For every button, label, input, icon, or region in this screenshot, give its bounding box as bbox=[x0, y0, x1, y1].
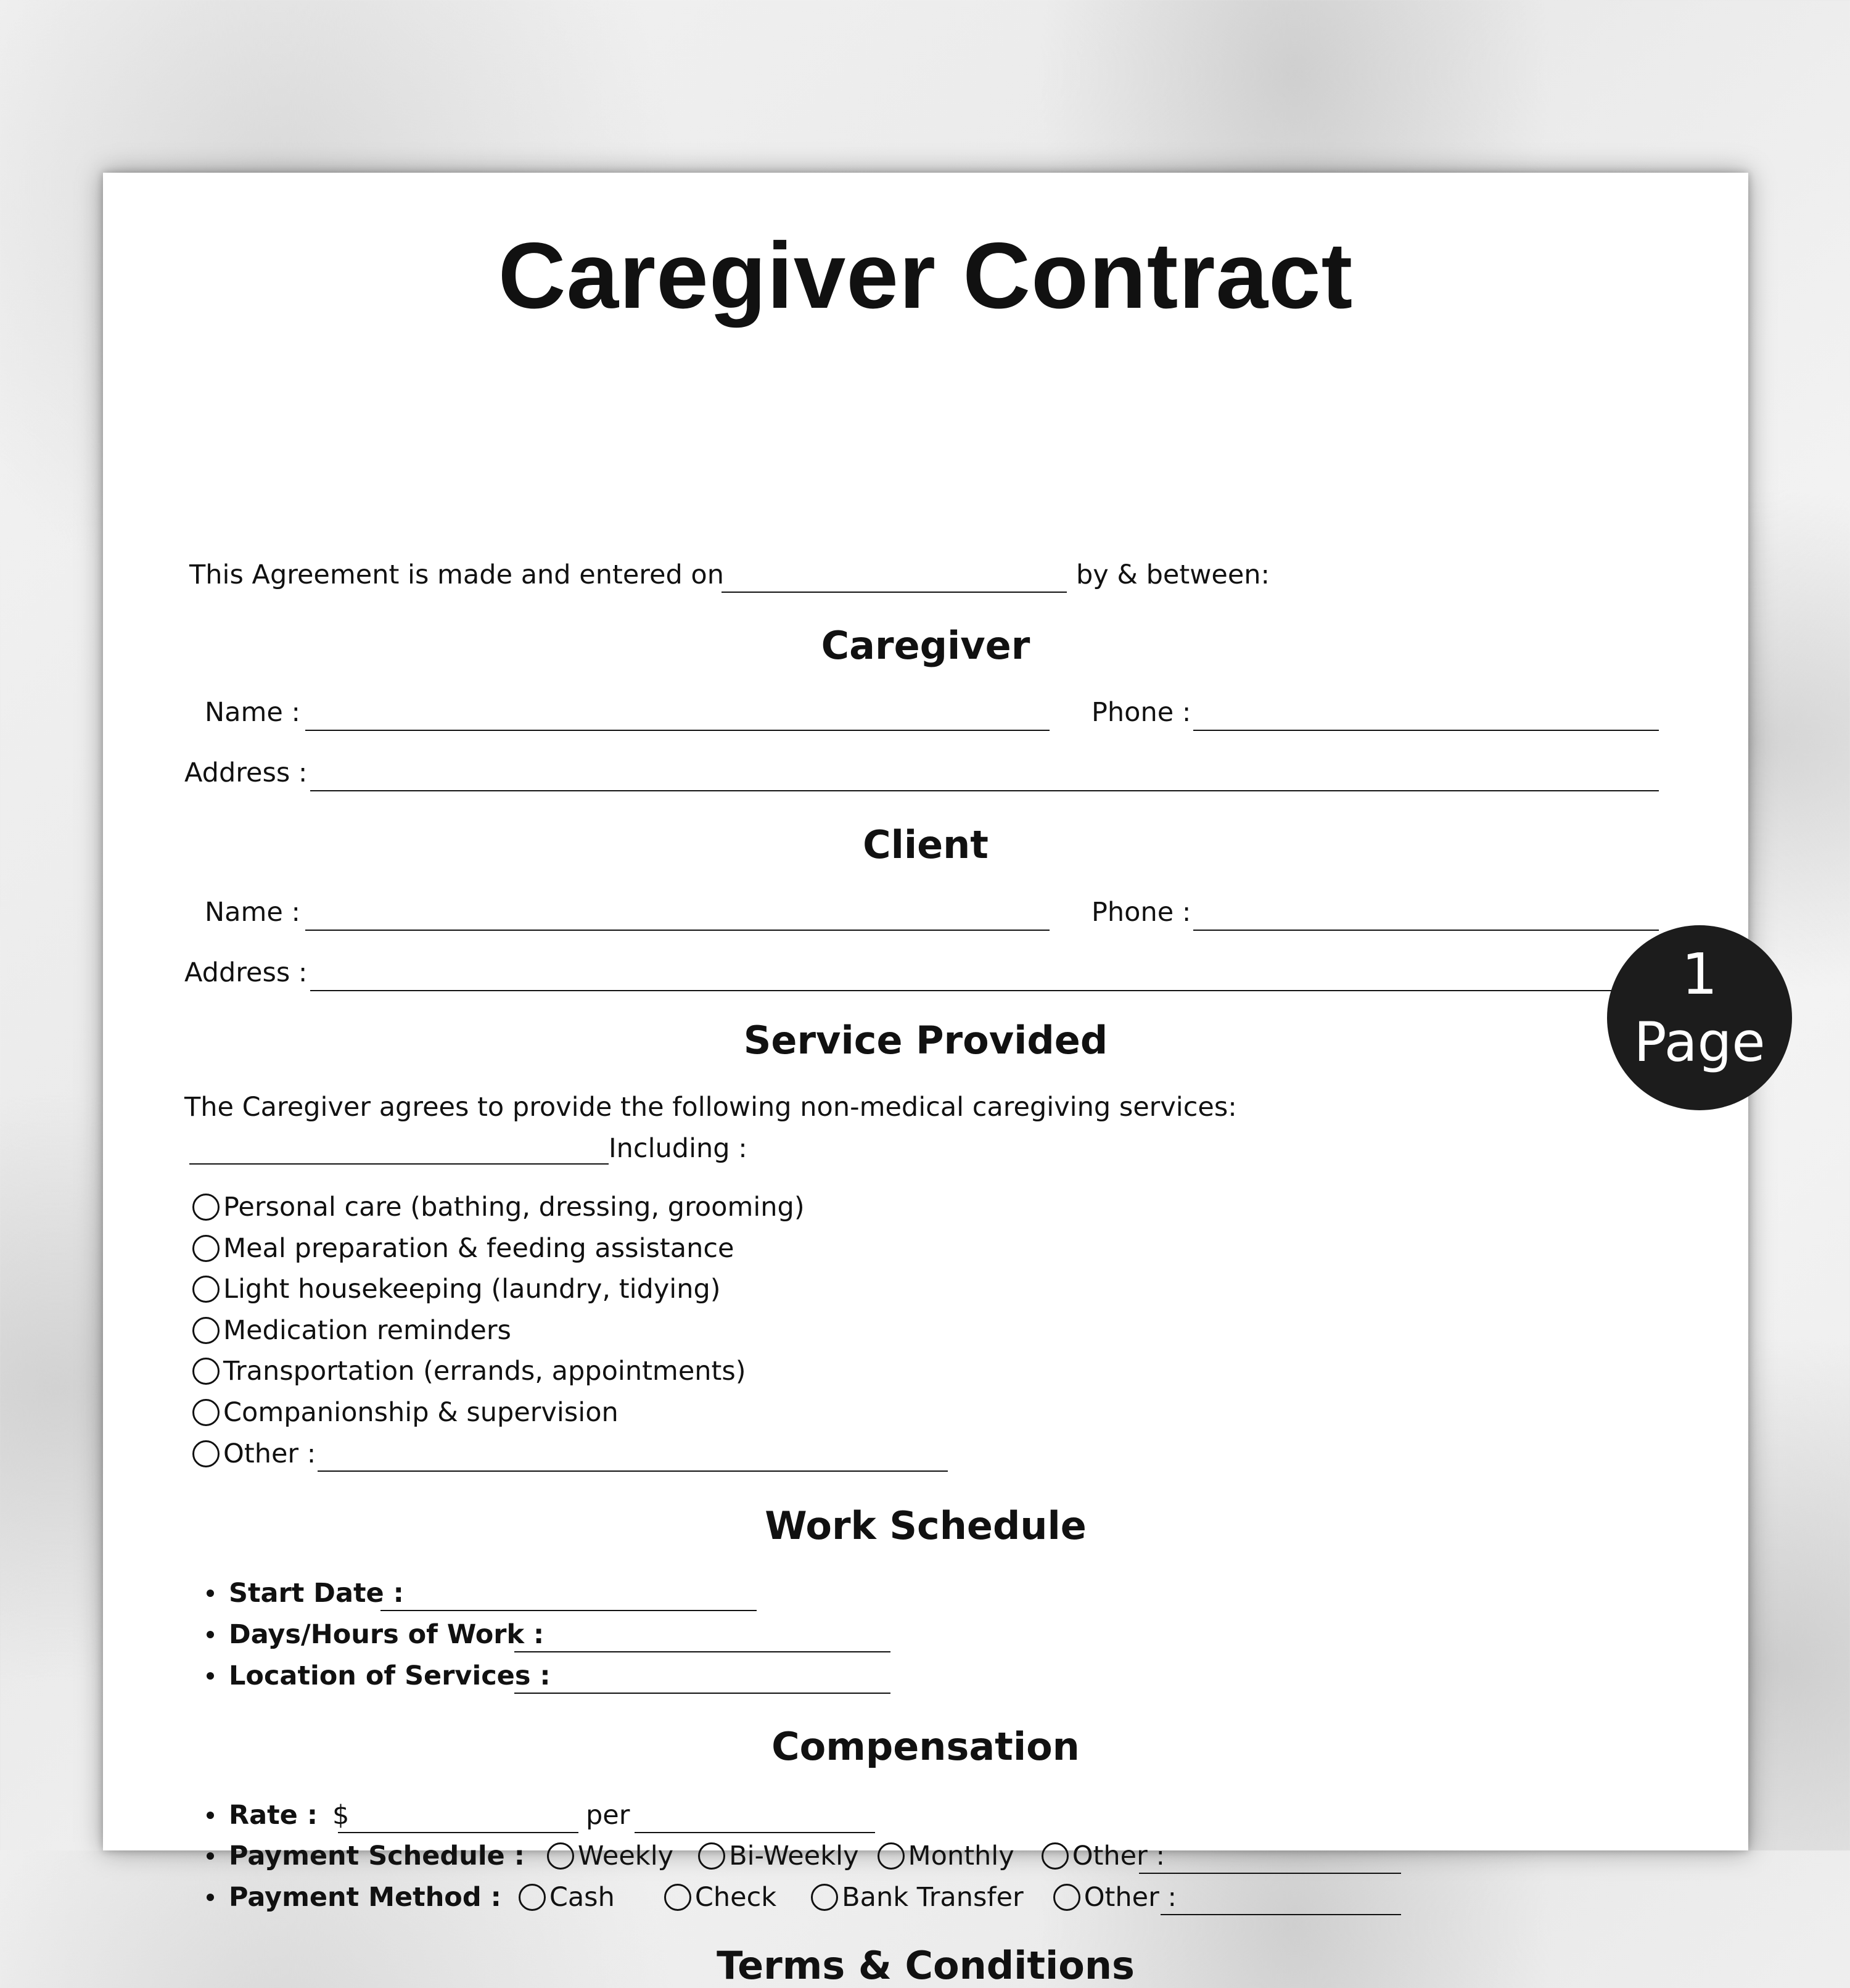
radio-button[interactable] bbox=[519, 1884, 546, 1911]
payment-schedule-other-field[interactable] bbox=[1139, 1873, 1401, 1874]
radio-button[interactable] bbox=[698, 1842, 725, 1870]
service-summary-field[interactable] bbox=[189, 1163, 609, 1165]
service-option[interactable] bbox=[192, 1192, 805, 1223]
service-option-other[interactable] bbox=[192, 1438, 316, 1469]
payment-schedule-weekly[interactable] bbox=[547, 1841, 673, 1871]
caregiver-name-label: Name : bbox=[205, 697, 301, 728]
start-date-field[interactable] bbox=[380, 1610, 757, 1611]
bullet-icon bbox=[207, 1812, 214, 1819]
schedule-heading: Work Schedule bbox=[765, 1503, 1087, 1548]
service-option[interactable] bbox=[192, 1315, 511, 1346]
radio-button[interactable] bbox=[192, 1317, 220, 1344]
option-label: Cash bbox=[549, 1882, 615, 1913]
payment-schedule-monthly[interactable] bbox=[878, 1841, 1014, 1871]
terms-heading: Terms & Conditions bbox=[717, 1943, 1135, 1988]
payment-method-label: Payment Method : bbox=[229, 1882, 501, 1913]
radio-button[interactable] bbox=[192, 1358, 220, 1385]
radio-button[interactable] bbox=[1053, 1884, 1080, 1911]
payment-schedule-biweekly[interactable] bbox=[698, 1841, 858, 1871]
service-option-label: Light housekeeping (laundry, tidying) bbox=[223, 1274, 721, 1305]
agreement-date-field[interactable] bbox=[722, 592, 1067, 593]
service-option[interactable] bbox=[192, 1356, 746, 1387]
per-label: per bbox=[586, 1800, 630, 1831]
bullet-icon bbox=[207, 1894, 214, 1901]
client-heading: Client bbox=[863, 822, 989, 867]
client-phone-label: Phone : bbox=[1092, 897, 1191, 928]
service-option[interactable] bbox=[192, 1397, 619, 1428]
client-address-label: Address : bbox=[184, 957, 308, 988]
page-count-number: 1 bbox=[1681, 941, 1718, 1007]
caregiver-phone-field[interactable] bbox=[1193, 730, 1659, 731]
caregiver-address-field[interactable] bbox=[310, 790, 1659, 791]
radio-button[interactable] bbox=[192, 1276, 220, 1303]
service-option[interactable] bbox=[192, 1274, 721, 1305]
payment-method-bank-transfer[interactable] bbox=[811, 1882, 1024, 1913]
payment-schedule-row bbox=[207, 1841, 1165, 1871]
service-option-label: Meal preparation & feeding assistance bbox=[223, 1233, 734, 1264]
rate-period-field[interactable] bbox=[635, 1832, 875, 1833]
radio-button[interactable] bbox=[878, 1842, 905, 1870]
radio-button[interactable] bbox=[192, 1399, 220, 1426]
radio-button[interactable] bbox=[664, 1884, 691, 1911]
payment-method-cash[interactable] bbox=[519, 1882, 615, 1913]
option-label: Bank Transfer bbox=[842, 1882, 1024, 1913]
option-label: Weekly bbox=[577, 1841, 674, 1871]
currency-symbol: $ bbox=[332, 1800, 350, 1831]
option-label: Bi-Weekly bbox=[729, 1841, 859, 1871]
service-option-label: Personal care (bathing, dressing, grooming) bbox=[223, 1192, 805, 1223]
days-hours-field[interactable] bbox=[514, 1651, 890, 1652]
service-option-label: Transportation (errands, appointments) bbox=[223, 1356, 746, 1387]
bullet-icon bbox=[207, 1631, 214, 1638]
service-option-label: Companionship & supervision bbox=[223, 1397, 619, 1428]
radio-button[interactable] bbox=[547, 1842, 574, 1870]
contract-sheet bbox=[103, 173, 1748, 1988]
client-address-field[interactable] bbox=[310, 990, 1659, 991]
payment-schedule-label: Payment Schedule : bbox=[229, 1841, 525, 1871]
payment-method-other-field[interactable] bbox=[1161, 1914, 1401, 1915]
location-label: Location of Services : bbox=[229, 1660, 551, 1691]
caregiver-heading: Caregiver bbox=[821, 623, 1030, 668]
page-count-badge bbox=[1607, 925, 1792, 1110]
service-other-field[interactable] bbox=[318, 1470, 948, 1472]
client-name-label: Name : bbox=[205, 897, 301, 928]
schedule-item bbox=[207, 1619, 544, 1650]
start-date-label: Start Date : bbox=[229, 1578, 404, 1609]
option-label: Monthly bbox=[908, 1841, 1014, 1871]
radio-button[interactable] bbox=[192, 1440, 220, 1467]
days-hours-label: Days/Hours of Work : bbox=[229, 1619, 545, 1650]
option-label: Other : bbox=[1072, 1841, 1165, 1871]
intro-between-text: by & between: bbox=[1076, 559, 1270, 590]
service-option-label: Medication reminders bbox=[223, 1315, 511, 1346]
bullet-icon bbox=[207, 1672, 214, 1680]
payment-method-other[interactable] bbox=[1053, 1882, 1177, 1913]
caregiver-address-label: Address : bbox=[184, 757, 308, 788]
service-heading: Service Provided bbox=[743, 1018, 1108, 1063]
compensation-heading: Compensation bbox=[771, 1724, 1080, 1769]
intro-text: This Agreement is made and entered on bbox=[189, 559, 724, 590]
location-field[interactable] bbox=[514, 1693, 890, 1694]
rate-row bbox=[207, 1800, 349, 1831]
option-label: Other : bbox=[1083, 1882, 1177, 1913]
payment-method-row bbox=[207, 1882, 1177, 1913]
radio-button[interactable] bbox=[811, 1884, 838, 1911]
schedule-item bbox=[207, 1660, 551, 1691]
payment-schedule-other[interactable] bbox=[1042, 1841, 1165, 1871]
page-title: Caregiver Contract bbox=[498, 223, 1354, 328]
rate-amount-field[interactable] bbox=[338, 1832, 578, 1833]
rate-label: Rate : bbox=[229, 1800, 318, 1831]
payment-method-check[interactable] bbox=[664, 1882, 776, 1913]
option-label: Check bbox=[694, 1882, 777, 1913]
service-option[interactable] bbox=[192, 1233, 734, 1264]
service-including-label: Including : bbox=[609, 1133, 747, 1164]
schedule-item bbox=[207, 1578, 404, 1609]
page-count-label: Page bbox=[1634, 1010, 1766, 1074]
bullet-icon bbox=[207, 1852, 214, 1860]
caregiver-name-field[interactable] bbox=[305, 730, 1050, 731]
radio-button[interactable] bbox=[192, 1194, 220, 1221]
caregiver-phone-label: Phone : bbox=[1092, 697, 1191, 728]
service-description: The Caregiver agrees to provide the following non-medical caregiving services: bbox=[184, 1092, 1237, 1123]
client-phone-field[interactable] bbox=[1193, 930, 1659, 931]
client-name-field[interactable] bbox=[305, 930, 1050, 931]
bullet-icon bbox=[207, 1590, 214, 1597]
radio-button[interactable] bbox=[192, 1235, 220, 1262]
radio-button[interactable] bbox=[1042, 1842, 1069, 1870]
service-option-label: Other : bbox=[223, 1438, 316, 1469]
